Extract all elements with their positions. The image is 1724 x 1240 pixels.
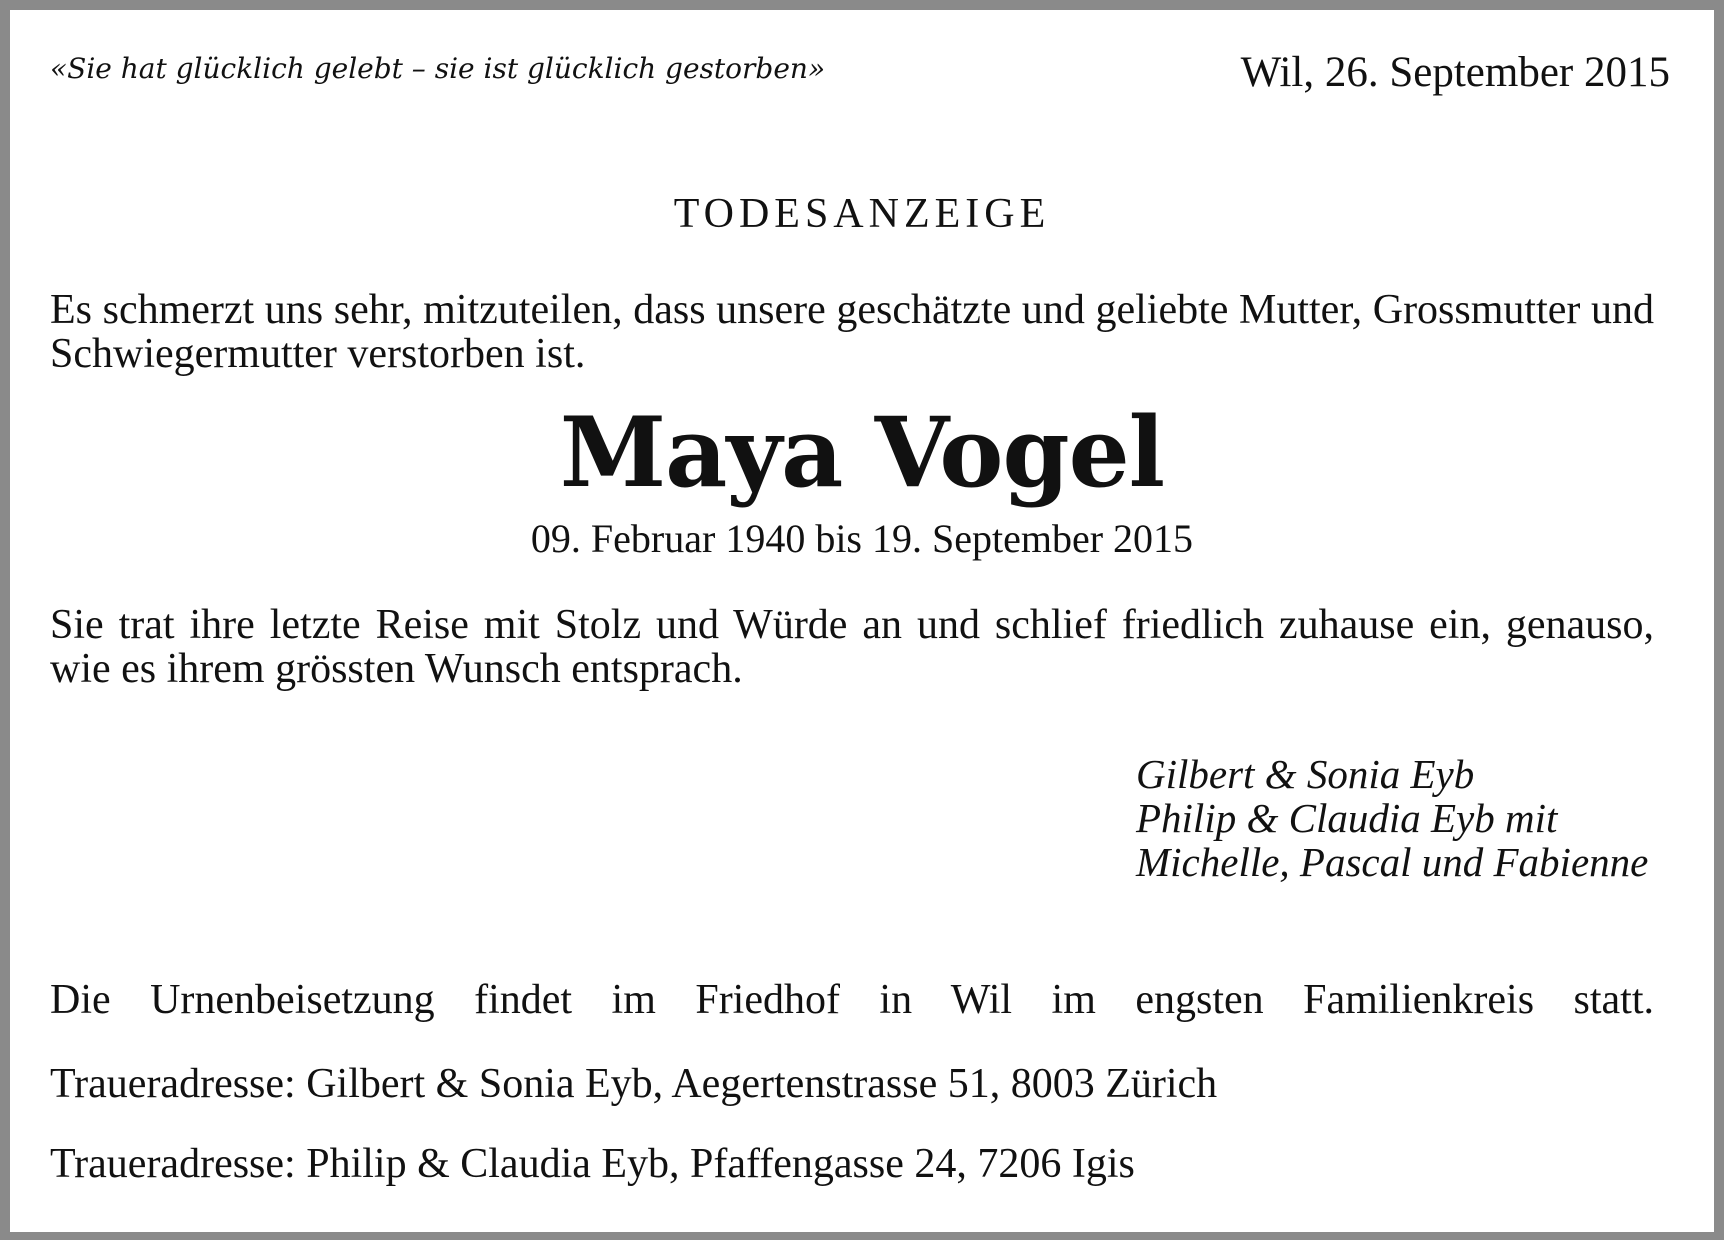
- motto-quote: «Sie hat glücklich gelebt – sie ist glücklich gestorben»: [50, 52, 826, 85]
- signer-line: Gilbert & Sonia Eyb: [1136, 751, 1475, 797]
- journey-paragraph: Sie trat ihre letzte Reise mit Stolz und Würde an und schlief friedlich zuhause ein, genauso, wie es ihrem grössten Wunsch entsprach.: [50, 602, 1654, 692]
- place-date: Wil, 26. September 2015: [1240, 49, 1670, 96]
- life-dates: 09. Februar 1940 bis 19. September 2015: [530, 516, 1194, 561]
- intro-paragraph: Es schmerzt uns sehr, mitzuteilen, dass unsere geschätzte und geliebte Mutter, Grossmutter und Schwiegermutter verstorben ist.: [50, 287, 1654, 377]
- signer-line: Michelle, Pascal und Fabienne: [1136, 839, 1649, 885]
- notice-heading: TODESANZEIGE: [673, 191, 1051, 237]
- signers-block: [1136, 752, 1648, 884]
- burial-notice: Die Urnenbeisetzung findet im Friedhof in Wil im engsten Familienkreis statt.: [50, 977, 1654, 1023]
- mourning-address: Traueradresse: Philip & Claudia Eyb, Pfaffengasse 24, 7206 Igis: [50, 1141, 1135, 1187]
- mourning-address: Traueradresse: Gilbert & Sonia Eyb, Aegertenstrasse 51, 8003 Zürich: [50, 1061, 1218, 1107]
- deceased-name: Maya Vogel: [559, 396, 1165, 509]
- signer-line: Philip & Claudia Eyb mit: [1136, 795, 1558, 841]
